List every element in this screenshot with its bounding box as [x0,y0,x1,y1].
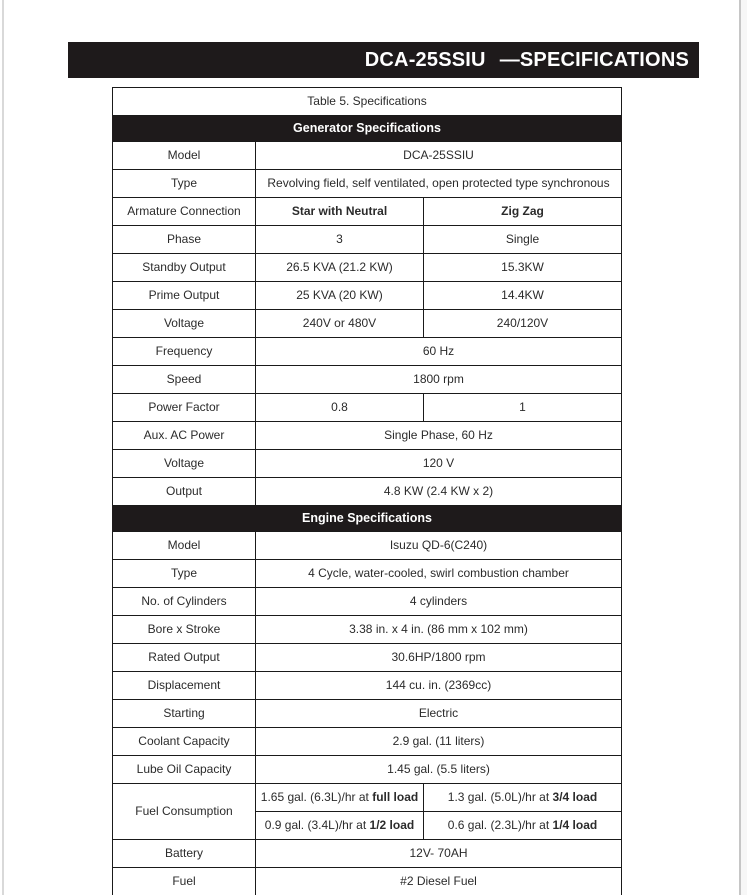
row-value: 144 cu. in. (2369cc) [256,672,622,700]
row-label: No. of Cylinders [113,588,256,616]
page-header-bar [68,42,699,78]
row-value: Isuzu QD-6(C240) [256,532,622,560]
row-label: Displacement [113,672,256,700]
table-row [113,672,622,700]
row-label: Speed [113,366,256,394]
row-value: 12V- 70AH [256,840,622,868]
row-label: Type [113,170,256,198]
page-right-margin [741,0,747,895]
table-row [113,310,622,338]
row-label: Prime Output [113,282,256,310]
table-row [113,840,622,868]
row-label: Fuel [113,868,256,895]
generator-section-header: Generator Specifications [113,116,622,142]
row-label: Power Factor [113,394,256,422]
fuel-value-load: 3/4 load [552,789,598,804]
fuel-value-text: 0.6 gal. (2.3L)/hr at [447,817,553,832]
row-value: Electric [256,700,622,728]
row-value: 15.3KW [424,254,622,282]
row-value: 26.5 KVA (21.2 KW) [256,254,424,282]
fuel-value-text: 1.3 gal. (5.0L)/hr at [447,789,553,804]
table-row [113,560,622,588]
row-value: Revolving field, self ventilated, open protected type synchronous [256,170,622,198]
table-row [113,616,622,644]
row-label: Battery [113,840,256,868]
table-row [113,394,622,422]
fuel-value-text: 1.65 gal. (6.3L)/hr at [260,789,373,804]
engine-section-header: Engine Specifications [113,506,622,532]
row-label: Rated Output [113,644,256,672]
table-caption: Table 5. Specifications [113,88,622,116]
fuel-consumption-row-1 [113,784,622,812]
row-value: 3 [256,226,424,254]
table-row [113,142,622,170]
table-row [113,226,622,254]
row-label: Fuel Consumption [113,784,256,840]
row-label: Aux. AC Power [113,422,256,450]
specifications-table [112,87,622,895]
row-label: Frequency [113,338,256,366]
row-value: 60 Hz [256,338,622,366]
engine-section-row [113,506,622,532]
row-label: Lube Oil Capacity [113,756,256,784]
table-row [113,170,622,198]
header-section-title: —SPECIFICATIONS [499,48,689,71]
fuel-value-text: 0.9 gal. (3.4L)/hr at [264,817,370,832]
row-label: Standby Output [113,254,256,282]
row-value: 4.8 KW (2.4 KW x 2) [256,478,622,506]
table-row [113,728,622,756]
row-value: 25 KVA (20 KW) [256,282,424,310]
table-row [113,282,622,310]
row-label: Model [113,142,256,170]
row-value: 4 cylinders [256,588,622,616]
table-row [113,868,622,895]
table-row [113,532,622,560]
table-row [113,478,622,506]
fuel-value-load: 1/2 load [369,817,415,832]
row-value: 30.6HP/1800 rpm [256,644,622,672]
row-label: Model [113,532,256,560]
row-label: Type [113,560,256,588]
row-label: Voltage [113,310,256,338]
table-row [113,254,622,282]
row-value: 1800 rpm [256,366,622,394]
row-value: 1.45 gal. (5.5 liters) [256,756,622,784]
page-left-edge [2,0,4,895]
fuel-consumption-half-load [256,812,424,840]
fuel-value-load: 1/4 load [552,817,598,832]
row-value: 0.8 [256,394,424,422]
row-value-zigzag: Zig Zag [424,198,622,226]
row-value: #2 Diesel Fuel [256,868,622,895]
table-row [113,588,622,616]
row-label: Starting [113,700,256,728]
table-row [113,366,622,394]
table-row [113,198,622,226]
row-label: Coolant Capacity [113,728,256,756]
row-value: 240V or 480V [256,310,424,338]
fuel-value-load: full load [372,789,419,804]
table-row [113,644,622,672]
row-label: Voltage [113,450,256,478]
row-value: 3.38 in. x 4 in. (86 mm x 102 mm) [256,616,622,644]
table-caption-row [113,88,622,116]
row-value: 4 Cycle, water-cooled, swirl combustion chamber [256,560,622,588]
row-label: Output [113,478,256,506]
fuel-consumption-three-quarter-load [424,784,622,812]
row-value: 14.4KW [424,282,622,310]
row-value: Single [424,226,622,254]
row-label: Phase [113,226,256,254]
row-value: 120 V [256,450,622,478]
table-row [113,450,622,478]
table-row [113,422,622,450]
table-row [113,700,622,728]
fuel-consumption-quarter-load [424,812,622,840]
generator-section-row [113,116,622,142]
row-value: Single Phase, 60 Hz [256,422,622,450]
table-row [113,338,622,366]
table-row [113,756,622,784]
row-value: 2.9 gal. (11 liters) [256,728,622,756]
fuel-consumption-full-load [256,784,424,812]
row-value: 1 [424,394,622,422]
header-model-title: DCA-25SSIU [364,48,486,71]
row-label: Bore x Stroke [113,616,256,644]
row-value: DCA-25SSIU [256,142,622,170]
row-label: Armature Connection [113,198,256,226]
row-value-star: Star with Neutral [256,198,424,226]
row-value: 240/120V [424,310,622,338]
